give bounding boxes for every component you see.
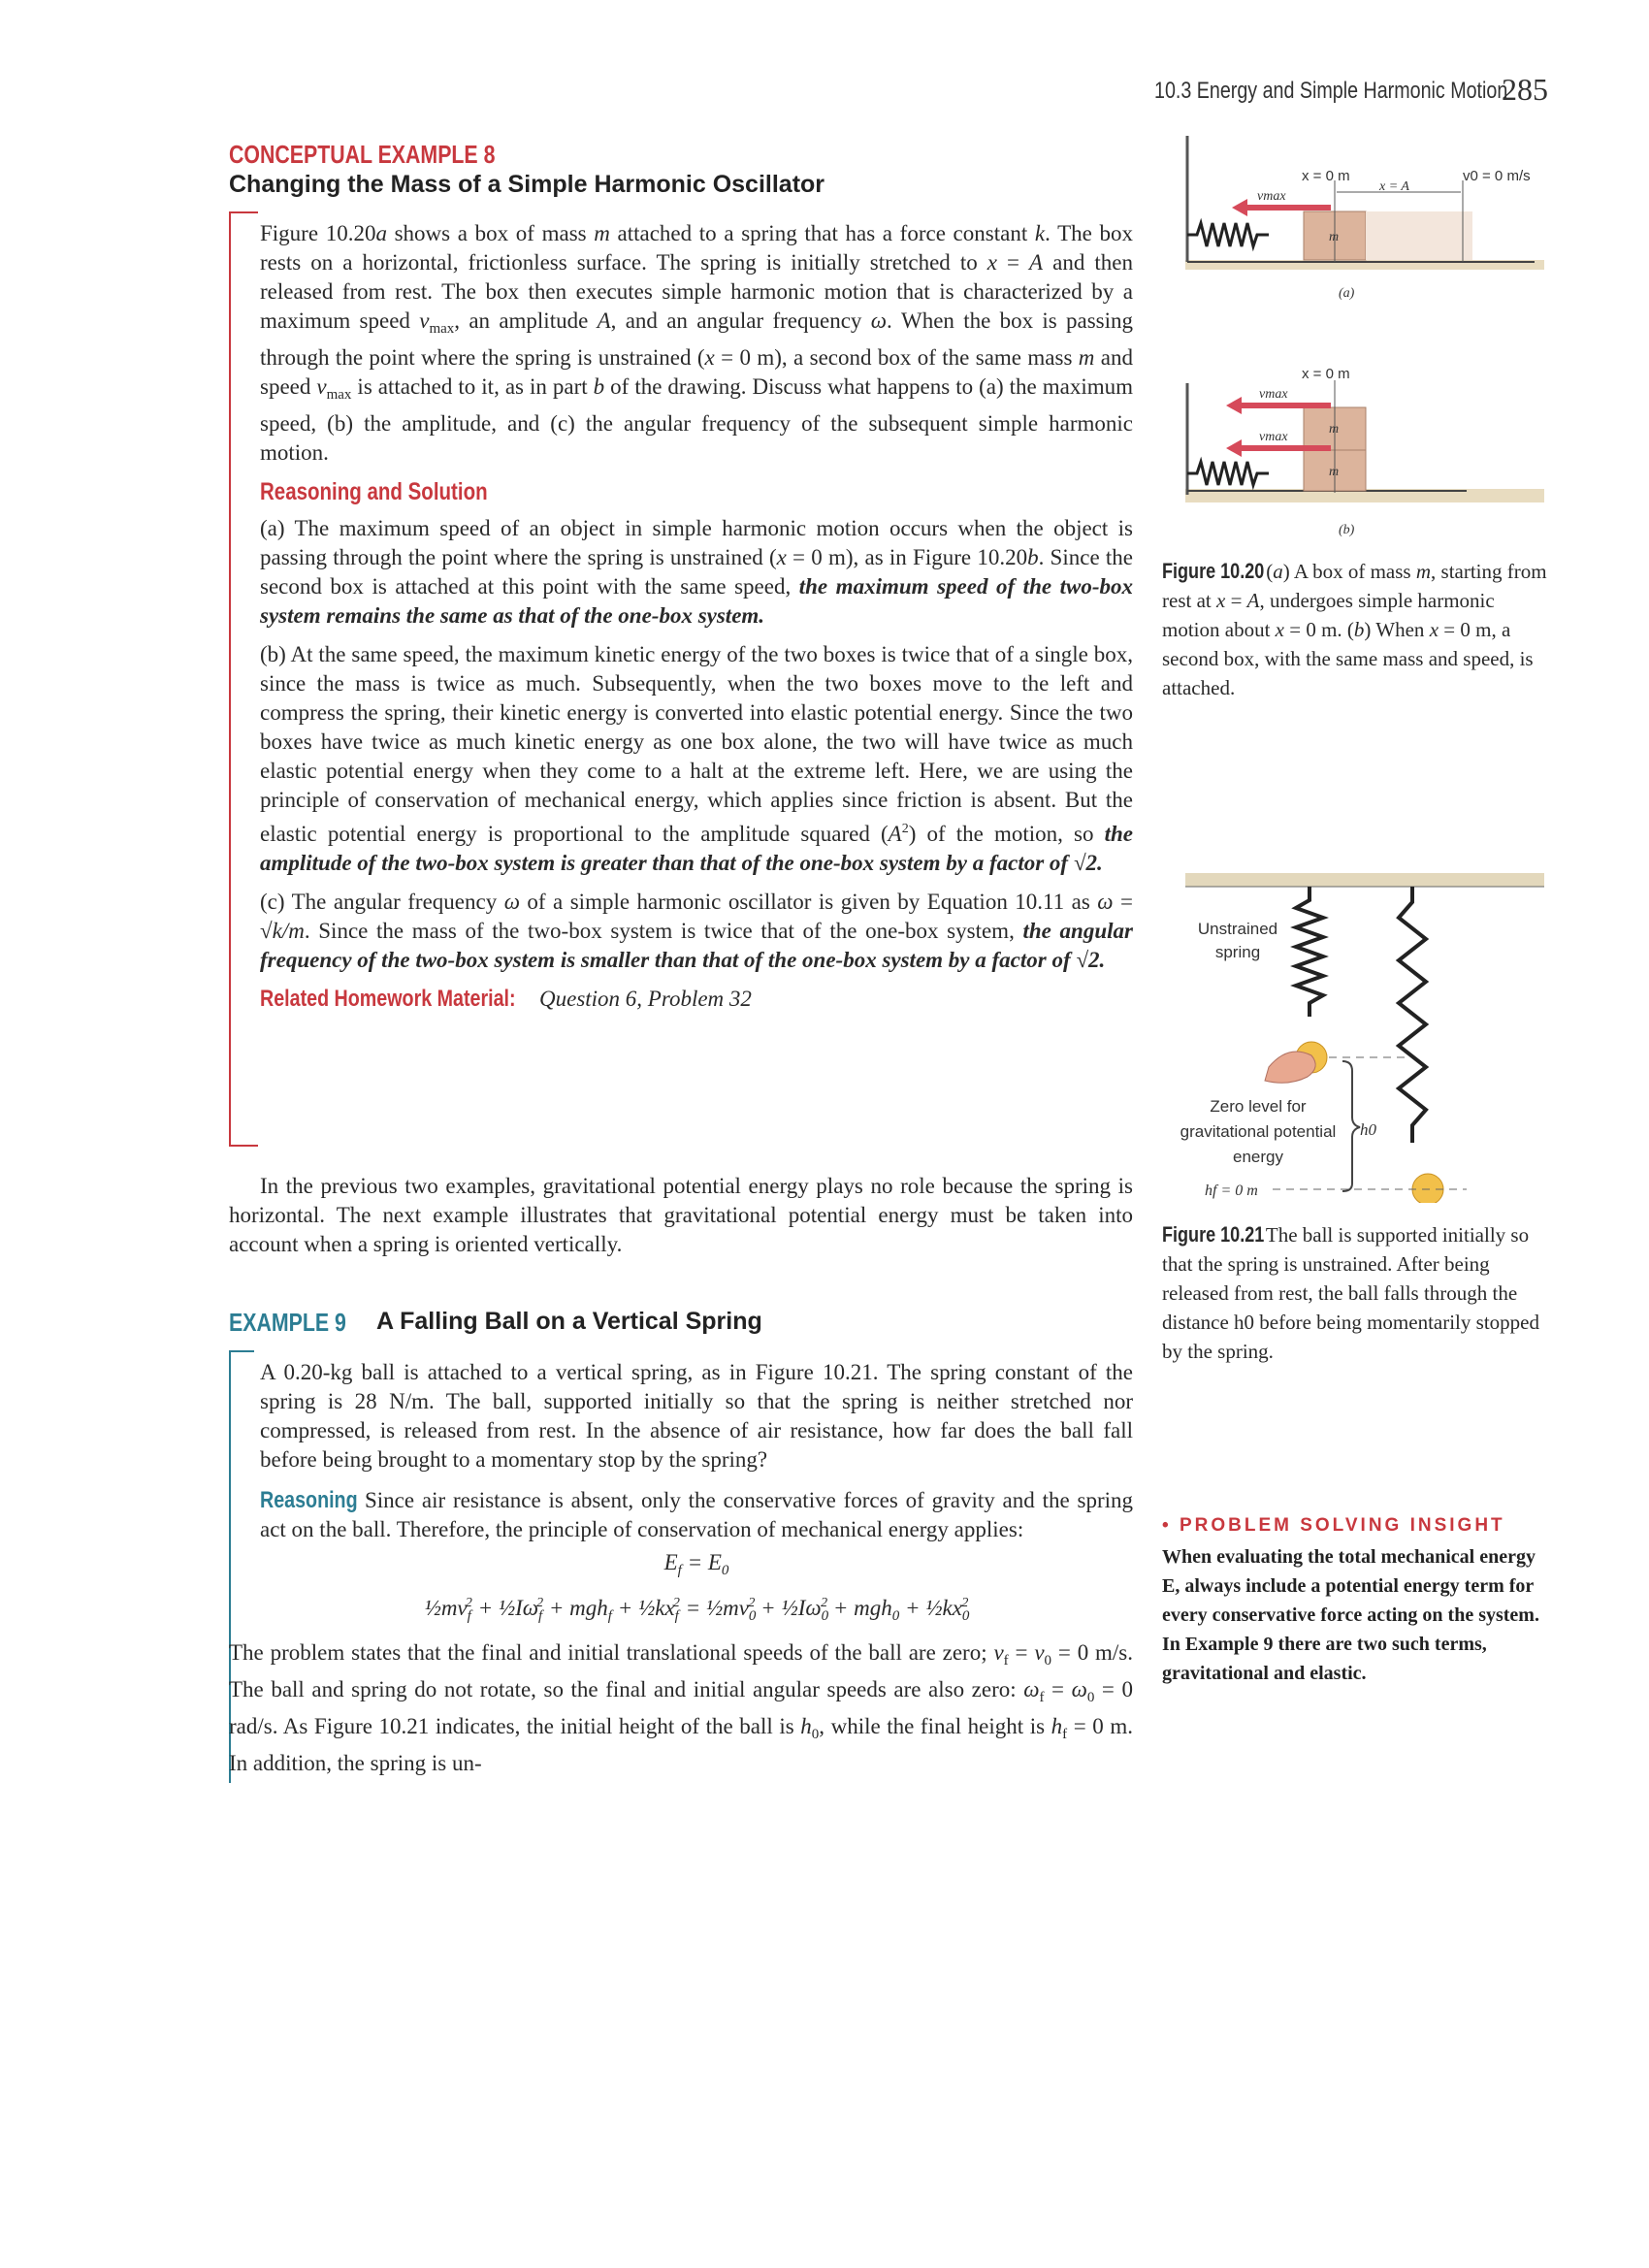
part-a: (a) The maximum speed of an object in simple harmonic motion occurs when the object is passing through the point where the spring is unstrained (x = 0 m), as in Figure 10.20b. Since the second box is attached at this point with the same speed, the maximum speed of the two-box system remains the same as that of the one-box system.: [260, 516, 1133, 628]
part-c: (c) The angular frequency ω of a simple harmonic oscillator is given by Equation 10.11 as ω = √k/m. Since the mass of the two-box system is twice that of the one-box system, the angular frequency of the two-box system is smaller than that of the one-box system by a factor of √2.: [260, 890, 1133, 972]
label-m-b1: m: [1329, 422, 1340, 437]
figure-10-20-part-a: [1185, 136, 1544, 270]
figure-10-21-label: Figure 10.21: [1162, 1222, 1265, 1247]
label-h0: h0: [1360, 1120, 1376, 1139]
figure-10-21-text: The ball is supported initially so that the spring is unstrained. After being released from rest, the ball falls through the distance h0 before being momentarily stopped by the spring.: [1162, 1223, 1539, 1363]
conceptual-example-label: CONCEPTUAL EXAMPLE 8: [229, 140, 496, 169]
label-unstrained: Unstrained spring: [1197, 920, 1278, 961]
part-a-tag: (a): [1339, 286, 1355, 301]
label-vmax-b1: vmax: [1259, 387, 1288, 402]
example9-reasoning: [260, 1486, 1133, 1544]
ceiling: [1185, 873, 1544, 887]
part-b-tag: (b): [1339, 523, 1355, 537]
example9-reasoning-label: Reasoning: [260, 1487, 358, 1513]
figure-10-20: [1176, 136, 1544, 543]
running-header: [1154, 72, 1581, 111]
label-hf: hf = 0 m: [1205, 1183, 1258, 1199]
part-b: (b) At the same speed, the maximum kinetic energy of the two boxes is twice that of a single box, since the mass is twice as much. Subsequently, when the two boxes move to the left and compress the spring, their kinetic energy is converted into elastic potential energy. Since the two boxes have twice as much kinetic energy as one box alone, the two will have twice as much elastic potential energy when they come to a halt at the extreme left. Here, we are using the principle of conservation of mechanical energy, which applies since friction is absent. But the elastic potential energy is proportional to the amplitude squared $(A^2)$ of the motion, so the amplitude of the two-box system is greater than that of the one-box system by a factor of √2.: [260, 642, 1133, 875]
transition-paragraph: In the previous two examples, gravitational potential energy plays no role because the spring is horizontal. The next example illustrates that gravitational potential energy must be taken into account when a spring is oriented vertically.: [229, 1174, 1133, 1256]
related-value: Question 6, Problem 32: [539, 987, 752, 1011]
spring-b: [1187, 462, 1269, 485]
label-x0-a: x = 0 m: [1302, 168, 1350, 184]
example9-body: [229, 1358, 1134, 1788]
example9-reasoning-text: Since air resistance is absent, only the conservative forces of gravity and the spring act on the ball. Therefore, the principle of conservation of mechanical energy applies:: [260, 1488, 1133, 1541]
figure-10-21-caption: [1162, 1220, 1550, 1366]
vmax-arrowhead-b1: [1226, 397, 1242, 414]
spring-a: [1187, 223, 1269, 246]
example9-label: EXAMPLE 9: [229, 1308, 346, 1337]
label-zero-level: Zero level for gravitational potential energy: [1180, 1097, 1337, 1166]
figure-10-20-label: Figure 10.20: [1162, 559, 1265, 583]
spring-unstrained: [1296, 887, 1323, 1017]
example9-title: A Falling Ball on a Vertical Spring: [376, 1308, 762, 1335]
h0-brace: [1342, 1061, 1360, 1191]
example-bracket: [229, 211, 258, 1147]
insight-heading-text: PROBLEM SOLVING INSIGHT: [1179, 1515, 1505, 1536]
example9-continuation: The problem states that the final and initial translational speeds of the ball are zero; $v_f = v_0 = 0$ m/s. The ball and spring do not rotate, so the final and initial angular speeds are also zero: $\omega_f = \omega_0 = 0$ rad/s. As Figure 10.21 indicates, the initial height of the ball is $h_0$, while the final height is $h_f = 0$ m. In addition, the spring is un-: [229, 1640, 1134, 1775]
page-number: 285: [1502, 72, 1548, 107]
label-unstrained-box: [1183, 918, 1292, 976]
spring-stretched: [1399, 887, 1426, 1143]
example9-problem: A 0.20-kg ball is attached to a vertical spring, as in Figure 10.21. The spring constant of the spring is 28 N/m. The ball, supported initially so that the spring is neither stretched nor compressed, is released from rest. In the absence of air resistance, how far does the ball fall before being brought to a momentary stop by the spring?: [260, 1360, 1133, 1472]
figure-10-20-caption: Figure 10.20 (a) A box of mass m, starting from rest at x = A, undergoes simple harmonic motion about x = 0 m. (b) When x = 0 m, a second box, with the same mass and speed, is attached.: [1162, 559, 1547, 699]
ball-bottom: [1412, 1174, 1443, 1203]
label-m-a: m: [1329, 230, 1340, 244]
conceptual-example-title: Changing the Mass of a Simple Harmonic Oscillator: [229, 171, 825, 198]
box-a-ghost: [1366, 211, 1472, 260]
label-vmax-b2: vmax: [1259, 430, 1288, 444]
label-zero-level-box: [1176, 1094, 1341, 1176]
vmax-arrowhead-b2: [1226, 439, 1242, 457]
insight-text: When evaluating the total mechanical energy E, always include a potential energy term for every conservative force acting on the system. In Example 9 there are two such terms, gravitational and elastic.: [1162, 1546, 1539, 1684]
energy-equation-2: $\frac{1}{2}mv_f^2$ + $\frac{1}{2}I\omega_f^2 + mgh_f$ + $\frac{1}{2}kx_f^2$ = $\frac{1}{2}mv_0^2$ + $\frac{1}{2}I\omega_0^2 + mgh_0$ + $\frac{1}{2}kx_0^2$: [424, 1596, 970, 1624]
vmax-arrowhead-a: [1232, 199, 1247, 216]
figure-10-20-part-b: [1185, 380, 1544, 502]
running-title: 10.3 Energy and Simple Harmonic Motion: [1154, 78, 1508, 104]
related-label: Related Homework Material:: [260, 986, 516, 1012]
label-v0: v0 = 0 m/s: [1463, 168, 1531, 184]
label-m-b2: m: [1329, 465, 1340, 479]
related-homework: [260, 985, 1133, 1016]
problem-solving-insight: [1162, 1515, 1554, 1688]
conceptual-example-body: [260, 219, 1133, 1016]
reasoning-heading: Reasoning and Solution: [260, 478, 488, 505]
label-xA: x = A: [1379, 179, 1409, 194]
figure-10-21: [1176, 873, 1554, 1203]
label-x0-b: x = 0 m: [1302, 366, 1350, 382]
label-vmax-a: vmax: [1257, 189, 1286, 204]
insight-heading: • PROBLEM SOLVING INSIGHT: [1162, 1515, 1505, 1536]
problem-statement: Figure 10.20a shows a box of mass m attached to a spring that has a force constant k. The box rests on a horizontal, frictionless surface. The spring is initially stretched to x = A and then released from rest. The box then executes simple harmonic motion that is characterized by a maximum speed $v_{max}$, an amplitude A, and an angular frequency ω. When the box is passing through the point where the spring is unstrained (x = 0 m), a second box of the same mass m and speed $v_{max}$ is attached to it, as in part b of the drawing. Discuss what happens to (a) the maximum speed, (b) the amplitude, and (c) the angular frequency of the subsequent simple harmonic motion.: [260, 221, 1134, 465]
hand: [1265, 1052, 1315, 1083]
energy-equation-1: $E_f = E_0$: [663, 1550, 729, 1578]
